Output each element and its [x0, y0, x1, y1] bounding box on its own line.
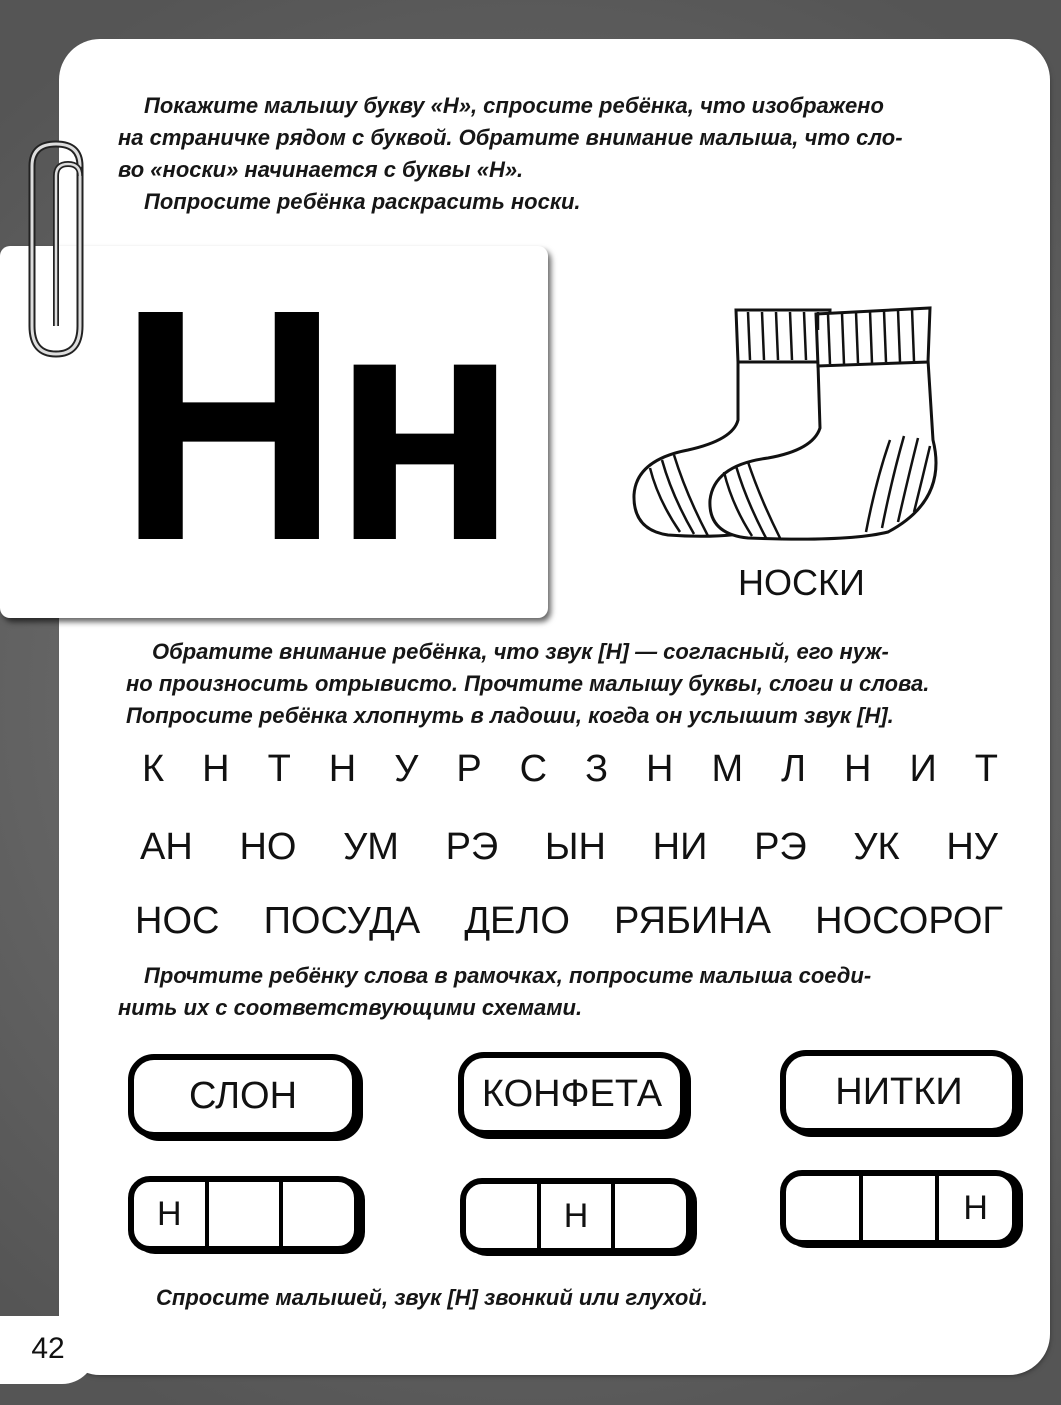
page-number: 42 [0, 1316, 96, 1384]
intro-paragraph [118, 90, 1018, 218]
word-item: ПОСУДА [263, 900, 421, 942]
word-box-nitki[interactable]: НИТКИ [780, 1050, 1018, 1134]
paperclip-icon [22, 136, 112, 366]
letter-item: К [142, 748, 165, 790]
intro-line: во «носки» начинается с буквы «Н». [118, 157, 524, 182]
syllables-row [140, 826, 998, 869]
scheme-cell [611, 1184, 686, 1248]
word-item: РЯБИНА [614, 900, 772, 942]
letter-item: Н [844, 748, 872, 790]
intro-line: на страничке рядом с буквой. Обратите внимание малыша, что сло- [118, 125, 903, 150]
intro-line: Покажите малышу букву «Н», спросите ребёнка, что изображено [144, 93, 884, 118]
scheme-3[interactable] [780, 1170, 1018, 1246]
letter-item: Н [646, 748, 674, 790]
word-box-slon[interactable]: СЛОН [128, 1054, 358, 1138]
sound-note-line: но произносить отрывисто. Прочтите малышу буквы, слоги и слова. [126, 671, 930, 696]
letter-item: Т [974, 748, 998, 790]
scheme-cell: Н [537, 1184, 612, 1248]
scheme-cell [786, 1176, 859, 1240]
syllable-item: УК [853, 826, 900, 868]
scheme-cell [205, 1182, 280, 1246]
sound-note-line: Попросите ребёнка хлопнуть в ладоши, когда он услышит звук [Н]. [126, 703, 894, 728]
letter-item: У [394, 748, 419, 790]
letter-item: Р [456, 748, 482, 790]
scheme-cell: Н [935, 1176, 1012, 1240]
syllable-item: РЭ [445, 826, 499, 868]
word-item: НОСОРОГ [815, 900, 1003, 942]
final-note: Спросите малышей, звук [Н] звонкий или глухой. [156, 1285, 708, 1310]
socks-label: НОСКИ [738, 562, 865, 603]
letters-row [142, 748, 998, 791]
intro-line: Попросите ребёнка раскрасить носки. [144, 189, 581, 214]
word-box-konfeta[interactable]: КОНФЕТА [458, 1052, 686, 1136]
scheme-cell [466, 1184, 537, 1248]
scheme-cell: Н [157, 1195, 182, 1233]
syllable-item: ЫН [544, 826, 606, 868]
scheme-cell [859, 1176, 936, 1240]
match-note [118, 960, 1018, 1024]
letter-item: С [519, 748, 548, 790]
socks-icon [628, 300, 958, 550]
syllable-item: НО [239, 826, 297, 868]
scheme-2[interactable] [460, 1178, 692, 1254]
syllable-item: АН [140, 826, 193, 868]
syllable-item: НИ [652, 826, 708, 868]
word-item: НОС [135, 900, 220, 942]
letter-item: Н [202, 748, 230, 790]
sound-note [126, 636, 1016, 732]
syllable-item: УМ [343, 826, 399, 868]
big-letter-n: Нн [118, 240, 511, 609]
scheme-cell [279, 1182, 354, 1246]
word-item: ДЕЛО [464, 900, 570, 942]
letter-item: Н [328, 748, 357, 790]
letter-item: Л [781, 748, 807, 790]
scheme-1[interactable] [128, 1176, 360, 1252]
match-note-line: Прочтите ребёнку слова в рамочках, попросите малыша соеди- [144, 963, 872, 988]
letter-item: З [585, 748, 609, 790]
match-note-line: нить их с соответствующими схемами. [118, 995, 583, 1020]
syllable-item: РЭ [754, 826, 807, 868]
sound-note-line: Обратите внимание ребёнка, что звук [Н] — согласный, его нуж- [152, 639, 889, 664]
letter-item: Т [267, 748, 291, 790]
syllable-item: НУ [946, 826, 998, 868]
words-row [135, 900, 1003, 943]
letter-item: И [909, 748, 937, 790]
letter-item: М [711, 748, 744, 790]
